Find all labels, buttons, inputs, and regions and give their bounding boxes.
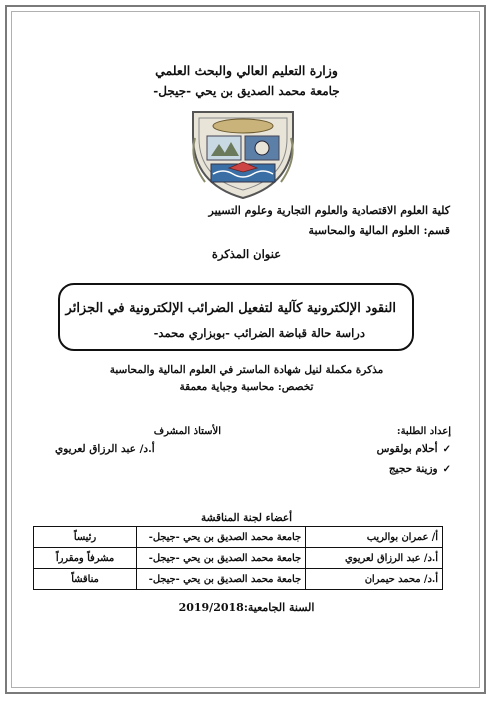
memo-title-label: عنوان المذكرة (211, 247, 282, 261)
academic-year (0, 601, 493, 614)
university-name: جامعة محمد الصديق بن يحي -جيجل- (153, 84, 340, 98)
faculty-name: كلية العلوم الاقتصادية والعلوم التجارية وعلوم التسيير (208, 204, 450, 217)
supervisor-name: أ.د/ عبد الرزاق لعريوي (55, 443, 155, 455)
thesis-subtitle: دراسة حالة قباضة الضرائب -بوبزاري محمد- (153, 326, 365, 340)
jury-table (33, 526, 443, 590)
student-name-text: وزينة حجيج (388, 463, 438, 475)
jury-member-role: رئيساً (34, 527, 137, 548)
ministry-name: وزارة التعليم العالي والبحث العلمي (155, 63, 338, 78)
students-label: إعداد الطلبة: (396, 426, 451, 437)
student-name-2 (389, 463, 451, 475)
jury-member-university: جامعة محمد الصديق بن يحي -جيجل- (137, 527, 306, 548)
jury-member-name: أ/ عمران بوالريب (306, 527, 443, 548)
jury-member-name: أ.د/ محمد حيمران (306, 569, 443, 590)
supervisor-label: الأستاذ المشرف (153, 426, 221, 437)
jury-member-role: مناقشاً (34, 569, 137, 590)
university-seal-icon (189, 108, 297, 202)
jury-label: أعضاء لجنة المناقشة (200, 512, 293, 524)
specialization: تخصص: محاسبة وجباية معمقة (179, 381, 314, 393)
table-row (34, 569, 443, 590)
jury-member-university: جامعة محمد الصديق بن يحي -جيجل- (137, 569, 306, 590)
thesis-main-title: النقود الإلكترونية كآلية لتفعيل الضرائب الإلكترونية في الجزائر (65, 301, 396, 316)
student-name-1 (377, 443, 451, 455)
check-icon: ✓ (442, 464, 451, 475)
check-icon: ✓ (442, 444, 451, 455)
department-name: قسم: العلوم المالية والمحاسبة (308, 224, 450, 237)
academic-year-label: السنة الجامعية: (243, 601, 315, 614)
jury-member-name: أ.د/ عبد الرزاق لعريوي (306, 548, 443, 569)
table-row (34, 548, 443, 569)
academic-year-value: 2019/2018 (178, 601, 244, 614)
jury-member-role: مشرفاً ومقرراً (34, 548, 137, 569)
jury-member-university: جامعة محمد الصديق بن يحي -جيجل- (137, 548, 306, 569)
student-name-text: أحلام بولقوس (376, 443, 438, 455)
thesis-note: مذكرة مكملة لنيل شهادة الماستر في العلوم المالية والمحاسبة (109, 364, 384, 376)
table-row (34, 527, 443, 548)
title-box (58, 283, 414, 351)
